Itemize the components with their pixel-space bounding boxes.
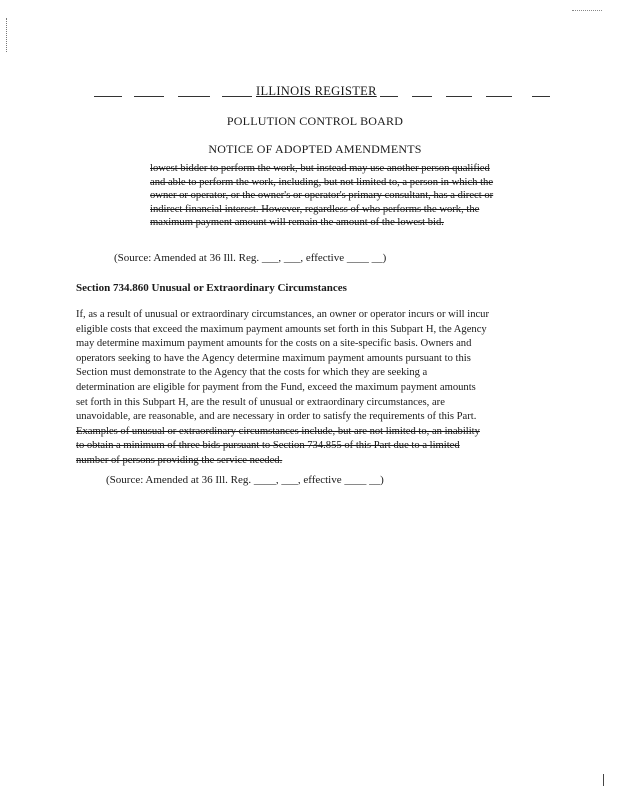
notice-title: NOTICE OF ADOPTED AMENDMENTS [208, 142, 422, 156]
para2-line-5: Section must demonstrate to the Agency that the costs for which they are seeking a [76, 367, 428, 379]
para2-line-4: operators seeking to have the Agency determine maximum payment amounts pursuant to this [76, 352, 471, 364]
para2-line-6: determination are eligible for payment from the Fund, exceed the maximum payment amounts [76, 381, 476, 393]
para2-line-2: eligible costs that exceed the maximum payment amounts set forth in this Subpart H, the Agency [76, 323, 487, 335]
scan-artifact-left [6, 18, 8, 52]
para2-line-9: Examples of unusual or extraordinary circumstances include, but are not limited to, an inability [76, 425, 480, 437]
para1-line-4: indirect financial interest. However, regardless of who performs the work, the [150, 203, 480, 215]
source-note-1: (Source: Amended at 36 Ill. Reg. ___, ___, effective ____ __) [114, 252, 387, 264]
deleted-paragraph [150, 162, 550, 230]
para2-line-1: If, as a result of unusual or extraordinary circumstances, an owner or operator incurs or will incur [76, 309, 490, 320]
para2-line-10: to obtain a minimum of three bids pursuant to Section 734.855 of this Part due to a limited [76, 440, 460, 452]
para2-line-3: may determine maximum payment amounts for the costs on a site-specific basis. Owners and [76, 338, 472, 350]
para1-line-5: maximum payment amount will remain the amount of the lowest bid. [150, 217, 444, 229]
board-title: POLLUTION CONTROL BOARD [226, 114, 404, 128]
scan-artifact-bottom [603, 774, 604, 786]
source-note-2: (Source: Amended at 36 Ill. Reg. ____, ___, effective ____ __) [106, 474, 384, 486]
para2-line-11: number of persons providing the service needed. [76, 454, 283, 466]
para2-line-7: set forth in this Subpart H, are the result of unusual or extraordinary circumstances, are [76, 396, 445, 408]
para1-line-3: owner or operator, or the owner's or operator's primary consultant, has a direct or [150, 190, 494, 202]
section-heading: Section 734.860 Unusual or Extraordinary Circumstances [76, 282, 347, 294]
para1-line-1: lowest bidder to perform the work, but instead may use another person qualified [150, 163, 490, 174]
scan-artifact-top [572, 10, 602, 12]
para1-line-2: and able to perform the work, including, but not limited to, a person in which the [150, 176, 494, 188]
para2-line-8: unavoidable, are reasonable, and are necessary in order to satisfy the requirements of this Part. [76, 411, 477, 423]
register-title: ILLINOIS REGISTER [256, 84, 377, 98]
section-body [76, 308, 552, 469]
